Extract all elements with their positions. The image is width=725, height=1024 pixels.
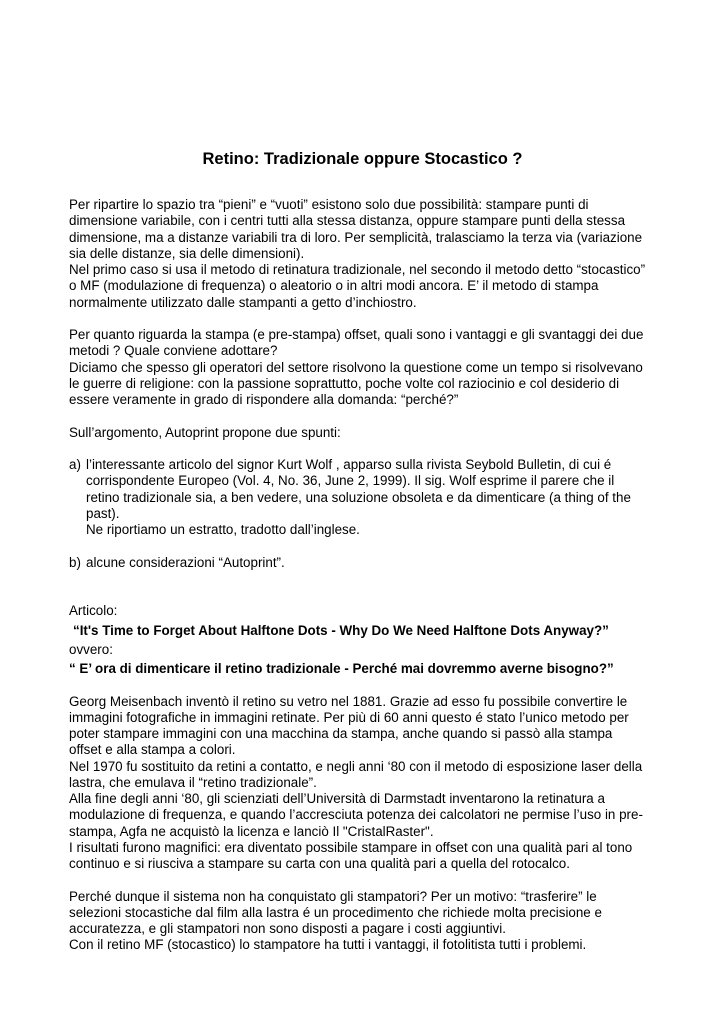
list-item-b-text: alcune considerazioni “Autoprint”. [86,554,285,570]
conclusion-paragraph: Perché dunque il sistema non ha conquistato gli stampatori? Per un motivo: “trasferire” le selezioni stocastiche dal film alla lastra é un procedimento che richiede molta precisione e accuratezza, e gli stampatori non sono disposti a pagare i costi aggiuntivi. Con il retino MF (stocastico) lo stampatore ha tutti i vantaggi, il fotolitista tutti i problemi. [69,888,602,953]
intro-paragraph: Per ripartire lo spazio tra “pieni” e “vuoti” esistono solo due possibilità: stampare punti di dimensione variabile, con i centri tutti alla stessa distanza, oppure stampare punti della stessa dimensione, ma a distanze variabili tra di loro. Per semplicità, tralasciamo la terza via (variazione sia delle distanze, sia delle dimensioni). Nel primo caso si usa il metodo di retinatura tradizionale, nel secondo il metodo detto “stocastico” o MF (modulazione di frequenza) o aleatorio o in altri modi ancora. E’ il metodo di stampa normalmente utilizzato dalle stampanti a getto d’inchiostro. [69,197,646,310]
article-title-italian: “ E’ ora di dimenticare il retino tradizionale - Perché mai dovremmo averne bisogno?” [69,661,614,676]
list-item-a-label: a) [69,457,81,472]
history-paragraph: Georg Meisenbach inventò il retino su vetro nel 1881. Grazie ad esso fu possibile convertire le immagini fotografiche in immagini retinate. Per più di 60 anni questo é stato l’unico metodo per poter stampare immagini con una macchina da stampa, anche quando si passò alla stampa offset e alla stampa a colori. Nel 1970 fu sostituito da retini a contatto, e negli anni ‘80 con il metodo di esposizione laser della lastra, che emulava il “retino tradizionale”. Alla fine degli anni ‘80, gli scienziati dell’Università di Darmstadt inventarono la retinatura a modulazione di frequenza, e quando l’accresciuta potenza dei calcolatori ne permise l’uso in pre- stampa, Agfa ne acquistò la licenza e lanciò Il "CristalRaster". I risultati furono magnifici: era diventato possibile stampare in offset con una qualità pari al tono continuo e si riusciva a stampare su carta con una qualità pari a quella del rotocalco. [69,693,643,871]
article-title-english: “It's Time to Forget About Halftone Dots - Why Do We Need Halftone Dots Anyway?” [73,622,609,638]
articolo-label: Articolo: [69,603,118,619]
document-body [69,197,669,954]
list-item-b [69,555,669,571]
list-item-a-text: l’interessante articolo del signor Kurt Wolf , apparso sulla rivista Seybold Bulletin, di cui é corrispondente Europeo (Vol. 4, No. 36, June 2, 1999). Il sig. Wolf esprime il parere che il retino tradizionale sia, a ben vedere, una soluzione obsoleta e da dimenticare (a thing of the past). Ne riportiamo un estratto, tradotto dall’inglese. [86,457,631,537]
list-item-a [69,457,669,538]
list-item-b-label: b) [69,554,81,570]
page-title: Retino: Tradizionale oppure Stocastico ? [202,150,523,168]
autoprint-intro-paragraph: Sull’argomento, Autoprint propone due spunti: [69,424,341,440]
offset-question-paragraph: Per quanto riguarda la stampa (e pre-stampa) offset, quali sono i vantaggi e gli svantaggi dei due metodi ? Quale conviene adottare? Diciamo che spesso gli operatori del settore risolvono la questione come un tempo si risolvevano le guerre di religione: con la passione soprattutto, poche volte col raziocinio e col desiderio di essere veramente in grado di rispondere alla domanda: “perché?” [69,327,644,407]
ovvero-label: ovvero: [69,641,113,657]
